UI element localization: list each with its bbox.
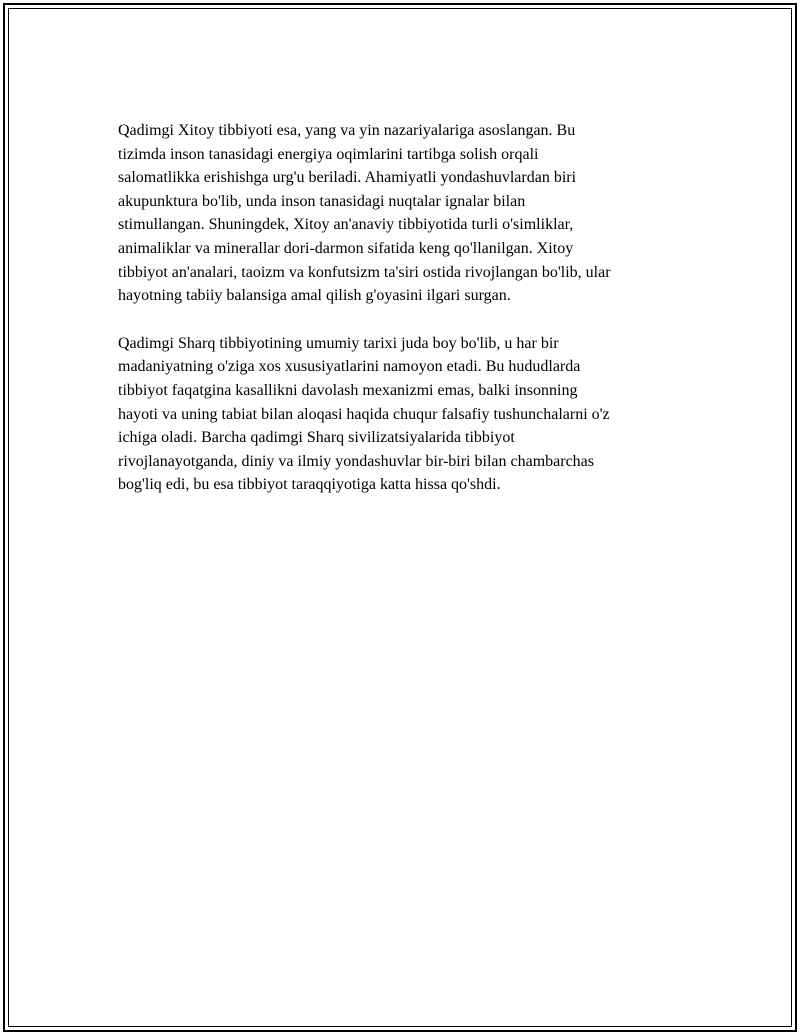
text-line: bog'liq edi, bu esa tibbiyot taraqqiyotiga katta hissa qo'shdi. bbox=[118, 476, 501, 494]
text-line: stimullangan. Shuningdek, Xitoy an'anaviy tibbiyotida turli o'simliklar, bbox=[118, 216, 574, 234]
text-line: animaliklar va minerallar dori-darmon sifatida keng qo'llanilgan. Xitoy bbox=[118, 239, 574, 257]
text-line: tizimda inson tanasidagi energiya oqimlarini tartibga solish orqali bbox=[118, 145, 539, 163]
text-line: Qadimgi Xitoy tibbiyoti esa, yang va yin nazariyalariga asoslangan. Bu bbox=[118, 122, 576, 139]
document-body bbox=[118, 119, 698, 497]
text-line: madaniyatning o'ziga xos xususiyatlarini namoyon etadi. Bu hududlarda bbox=[118, 358, 581, 376]
paragraph-chinese-medicine bbox=[118, 119, 698, 308]
text-line: hayoti va uning tabiat bilan aloqasi haqida chuqur falsafiy tushunchalarni o'z bbox=[118, 405, 610, 423]
paragraph-eastern-medicine-history bbox=[118, 332, 698, 497]
text-line: tibbiyot faqatgina kasallikni davolash mexanizmi emas, balki insonning bbox=[118, 381, 578, 399]
text-line: akupunktura bo'lib, unda inson tanasidagi nuqtalar ignalar bilan bbox=[118, 192, 526, 210]
text-line: Qadimgi Sharq tibbiyotining umumiy tarixi juda boy bo'lib, u har bir bbox=[118, 334, 559, 352]
text-line: hayotning tabiiy balansiga amal qilish g'oyasini ilgari surgan. bbox=[118, 287, 511, 305]
text-line: rivojlanayotganda, diniy va ilmiy yondashuvlar bir-biri bilan chambarchas bbox=[118, 452, 594, 470]
text-line: tibbiyot an'analari, taoizm va konfutsizm ta'siri ostida rivojlangan bo'lib, ular bbox=[118, 263, 611, 281]
text-line: salomatlikka erishishga urg'u beriladi. Ahamiyatli yondashuvlardan biri bbox=[118, 169, 577, 187]
text-line: ichiga oladi. Barcha qadimgi Sharq sivilizatsiyalarida tibbiyot bbox=[118, 429, 515, 447]
